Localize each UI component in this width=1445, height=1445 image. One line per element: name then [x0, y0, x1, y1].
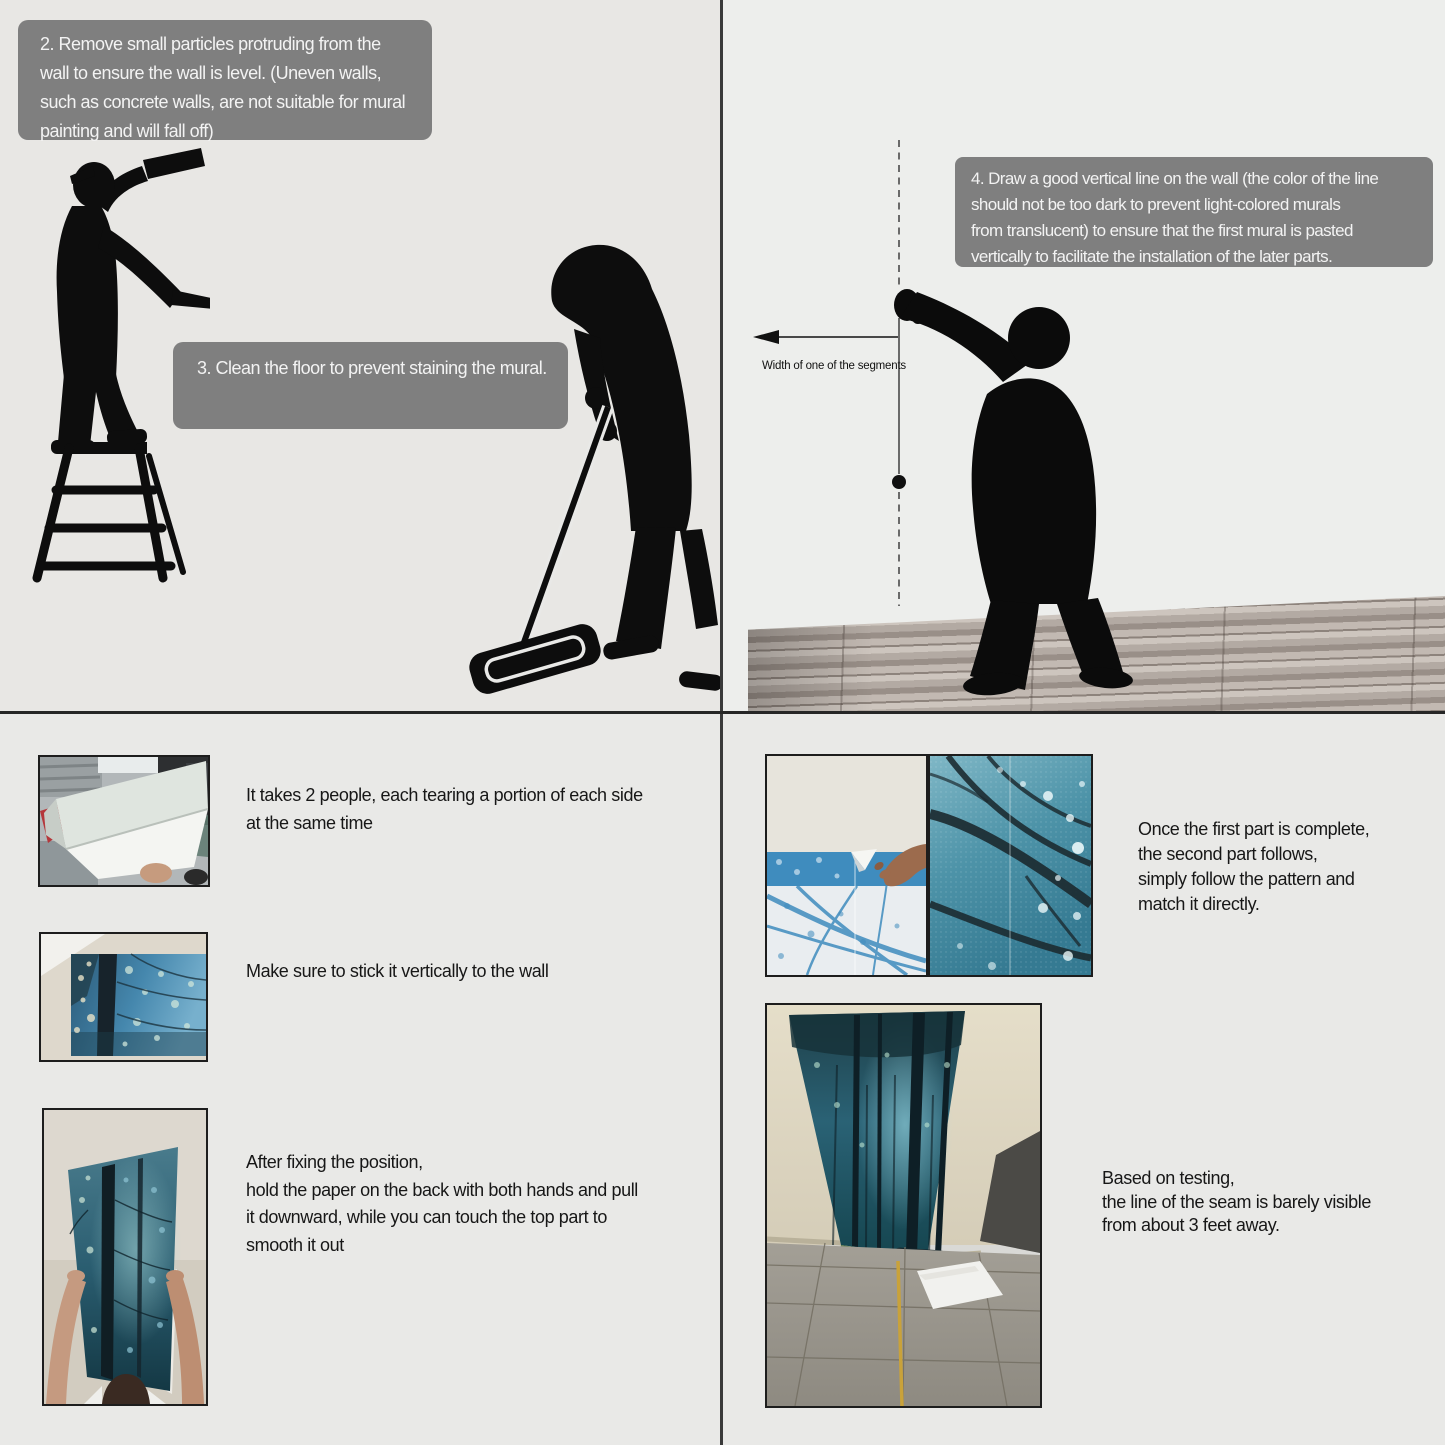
step4-text: 4. Draw a good vertical line on the wall (the color of the line — [971, 169, 1379, 188]
photo-mural-on-wall — [39, 932, 208, 1062]
caption-stick-vertically: Make sure to stick it vertically to the wall — [246, 961, 549, 981]
photo-peel-backing — [38, 755, 210, 887]
caption-pull-downward: After fixing the position, hold the paper on the back with both hands and pull it downward, while you can touch the top part to smooth it out — [246, 1152, 638, 1255]
step-ladder — [37, 448, 183, 578]
vertical-divider — [720, 0, 723, 1445]
step3-text: 3. Clean the floor to prevent staining the mural. — [197, 358, 547, 378]
photo-result-mural — [765, 1003, 1042, 1408]
plumb-line — [892, 140, 906, 606]
caption-seam-visibility: Based on testing, the line of the seam is barely visible from about 3 feet away. — [1102, 1168, 1371, 1235]
silhouette-measuring-person — [723, 0, 1445, 712]
width-arrow-left-icon — [753, 330, 898, 344]
plumb-bob-icon — [892, 475, 906, 489]
instruction-box-step3 — [173, 342, 568, 429]
photo-holding-panel — [42, 1108, 208, 1406]
instruction-box-step2: 2. Remove small particles protruding from the wall to ensure the wall is level. (Uneven walls, such as concrete walls, are not suitable for mural painting and will fall off) — [18, 20, 432, 140]
photo-seam-closeup — [928, 754, 1093, 977]
silhouette-mopping-person — [455, 235, 723, 705]
caption-tear-together: It takes 2 people, each tearing a portion of each side at the same time — [246, 785, 643, 833]
mop — [466, 407, 608, 697]
caption-match-pattern: Once the first part is complete, the second part follows, simply follow the pattern and match it directly. — [1138, 819, 1370, 914]
step2-text: 2. Remove small particles protruding from the — [40, 34, 381, 54]
horizontal-divider — [0, 711, 1445, 714]
segment-width-label: Width of one of the segments — [762, 360, 906, 372]
instruction-box-step4: 4. Draw a good vertical line on the wall (the color of the line should not be too dark to prevent light-colored murals from translucent) to ensure that the first mural is pasted vertically to facilitate the installation of the later parts. — [955, 157, 1433, 267]
photo-align-pattern — [765, 754, 928, 977]
